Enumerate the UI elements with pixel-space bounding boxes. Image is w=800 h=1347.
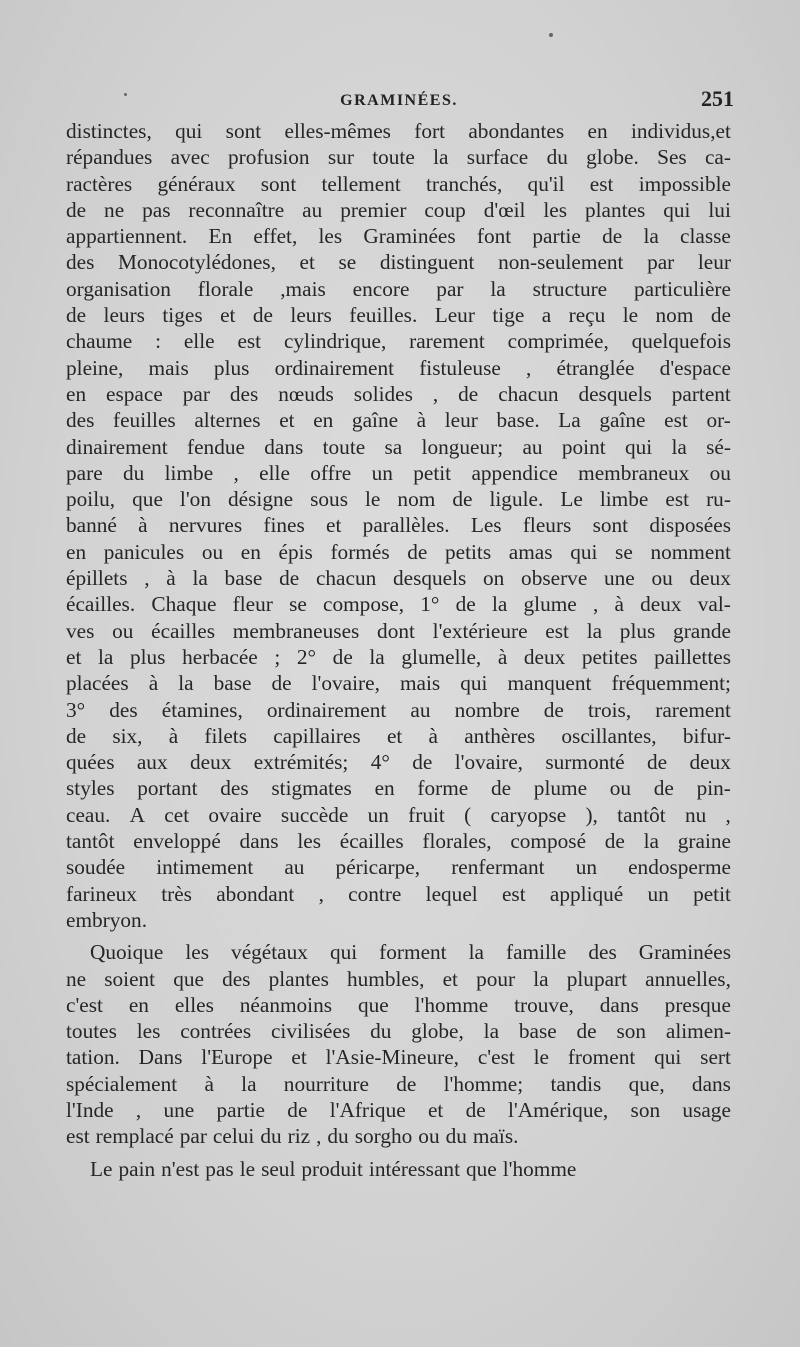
page-speck — [549, 33, 553, 37]
text-line: placées à la base de l'ovaire, mais qui manquent fréquemment; — [66, 671, 731, 696]
text-line: quées aux deux extrémités; 4° de l'ovaire, surmonté de deux — [66, 750, 731, 775]
text-line: en panicules ou en épis formés de petits amas qui se nomment — [66, 539, 731, 564]
text-line: farineux très abondant , contre lequel est appliqué un petit — [66, 881, 731, 906]
running-header — [64, 86, 734, 116]
text-line: organisation florale ,mais encore par la structure particulière — [66, 276, 731, 301]
text-line: appartiennent. En effet, les Graminées font partie de la classe — [66, 224, 731, 249]
text-line: et la plus herbacée ; 2° de la glumelle, à deux petites paillettes — [66, 644, 731, 669]
text-line: poilu, que l'on désigne sous le nom de ligule. Le limbe est ru- — [66, 487, 731, 512]
text-line: embryon. — [66, 907, 148, 932]
text-line: ceau. A cet ovaire succède un fruit ( caryopse ), tantôt nu , — [66, 802, 731, 827]
text-line: Le pain n'est pas le seul produit intéressant que l'homme — [90, 1156, 577, 1181]
text-line: écailles. Chaque fleur se compose, 1° de la glume , à deux val- — [66, 592, 731, 617]
text-line: l'Inde , une partie de l'Afrique et de l'Amérique, son usage — [66, 1097, 731, 1122]
text-line: de ne pas reconnaître au premier coup d'œil les plantes qui lui — [66, 197, 731, 222]
text-line: tantôt enveloppé dans les écailles florales, composé de la graine — [66, 829, 731, 854]
text-line: pare du limbe , elle offre un petit appendice membraneux ou — [66, 460, 731, 485]
text-line: soudée intimement au péricarpe, renfermant un endosperme — [66, 855, 731, 880]
text-line: répandues avec profusion sur toute la surface du globe. Ses ca- — [66, 145, 731, 170]
text-line: Quoique les végétaux qui forment la famille des Graminées — [90, 940, 731, 965]
text-line: distinctes, qui sont elles-mêmes fort abondantes en individus,et — [66, 119, 731, 143]
body-text — [66, 118, 731, 1182]
paragraph-2 — [66, 939, 731, 1149]
text-line: spécialement à la nourriture de l'homme; tandis que, dans — [66, 1071, 731, 1096]
paragraph-1 — [66, 118, 731, 933]
text-line: ractères généraux sont tellement tranchés, qu'il est impossible — [66, 171, 731, 196]
text-line: ne soient que des plantes humbles, et pour la plupart annuelles, — [66, 966, 731, 991]
text-line: chaume : elle est cylindrique, rarement comprimée, quelquefois — [66, 329, 731, 354]
page-number: 251 — [701, 86, 734, 111]
text-line: pleine, mais plus ordinairement fistuleuse , étranglée d'espace — [66, 355, 731, 380]
text-line: dinairement fendue dans toute sa longueur; au point qui la sé- — [66, 434, 731, 459]
text-line: en espace par des nœuds solides , de chacun desquels partent — [66, 381, 731, 406]
text-line: tation. Dans l'Europe et l'Asie-Mineure, c'est le froment qui sert — [66, 1045, 731, 1070]
text-line: est remplacé par celui du riz , du sorgho ou du maïs. — [66, 1124, 519, 1149]
text-line: de leurs tiges et de leurs feuilles. Leur tige a reçu le nom de — [66, 303, 731, 328]
text-line: styles portant des stigmates en forme de plume ou de pin- — [66, 776, 731, 801]
text-line: banné à nervures fines et parallèles. Les fleurs sont disposées — [66, 513, 731, 538]
text-line: ves ou écailles membraneuses dont l'extérieure est la plus grande — [66, 618, 731, 643]
text-line: des feuilles alternes et en gaîne à leur base. La gaîne est or- — [66, 408, 731, 433]
paragraph-3 — [66, 1156, 731, 1182]
text-line: des Monocotylédones, et se distinguent non-seulement par leur — [66, 250, 731, 275]
text-line: c'est en elles néanmoins que l'homme trouve, dans presque — [66, 992, 731, 1017]
text-line: de six, à filets capillaires et à anthères oscillantes, bifur- — [66, 723, 731, 748]
text-line: toutes les contrées civilisées du globe, la base de son alimen- — [66, 1019, 731, 1044]
text-line: 3° des étamines, ordinairement au nombre de trois, rarement — [66, 697, 731, 722]
running-title: GRAMINÉES. — [340, 92, 458, 109]
text-line: épillets , à la base de chacun desquels on observe une ou deux — [66, 566, 731, 591]
